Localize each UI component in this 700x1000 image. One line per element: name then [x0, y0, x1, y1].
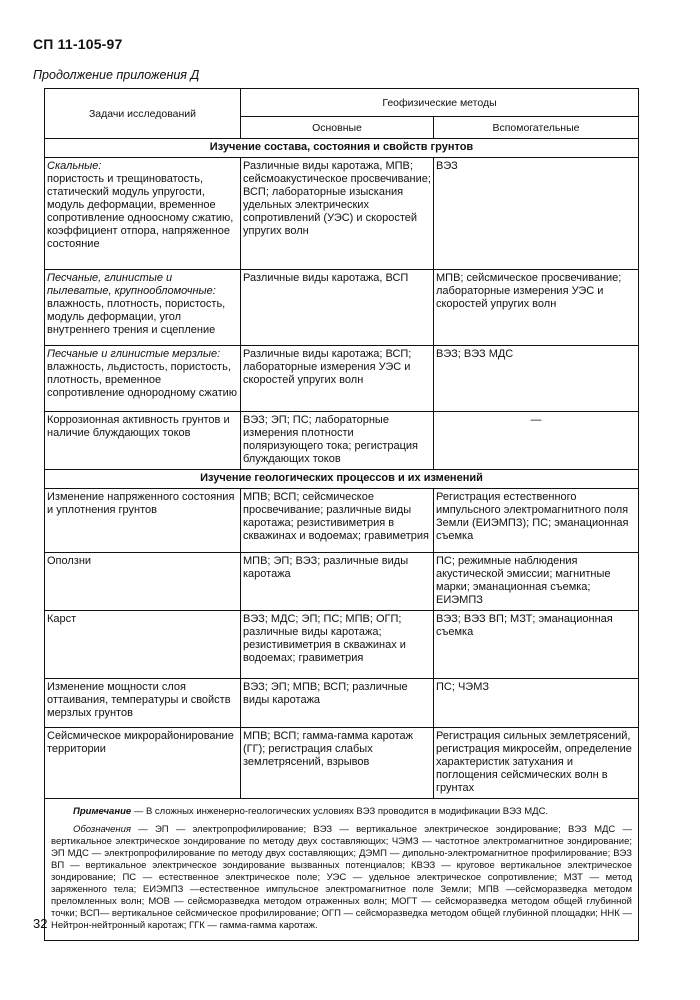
main-methods-cell: Различные виды каротажа; ВСП; лабораторные измерения УЭС и скоростей упругих волн — [241, 346, 434, 412]
appendix-continuation-caption: Продолжение приложения Д — [33, 68, 200, 82]
table-row — [45, 728, 639, 799]
main-methods-cell: Различные виды каротажа, МПВ; сейсмоакустическое просвечивание; ВСП; лабораторные изыскания удельных электрических сопротивлений (УЭС) и скоростей упругих волн — [241, 158, 434, 270]
task-description: Карст — [47, 613, 77, 625]
aux-methods-cell: ПС; режимные наблюдения акустической эмиссии; магнитные марки; эманационная съемка; ЕИЭМПЗ — [434, 553, 639, 611]
aux-methods-cell: Регистрация естественного импульсного электромагнитного поля Земли (ЕИЭМПЗ); ПС; эманационная съемка — [434, 489, 639, 553]
main-methods-cell: МПВ; ВСП; сейсмическое просвечивание; различные виды каротажа; резистивиметрия в скважинах и водоемах; гравиметрия — [241, 489, 434, 553]
aux-methods-cell: — — [434, 412, 639, 470]
header-tasks: Задачи исследований — [45, 89, 241, 139]
task-description: Сейсмическое микрорайонирование территории — [47, 730, 234, 755]
task-cell — [45, 412, 241, 470]
main-methods-cell: МПВ; ЭП; ВЭЗ; различные виды каротажа — [241, 553, 434, 611]
table-row — [45, 489, 639, 553]
task-description: Оползни — [47, 555, 92, 567]
task-cell — [45, 679, 241, 728]
aux-methods-cell: МПВ; сейсмическое просвечивание; лабораторные измерения УЭС и скоростей упругих волн — [434, 270, 639, 346]
abbreviations — [51, 824, 632, 932]
task-description: Коррозионная активность грунтов и наличие блуждающих токов — [47, 414, 230, 439]
note-label: Примечание — [73, 806, 132, 817]
main-methods-cell: Различные виды каротажа, ВСП — [241, 270, 434, 346]
task-description: влажность, льдистость, пористость, плотность, временное сопротивление однородному сжатию — [47, 361, 238, 399]
table-row — [45, 553, 639, 611]
table-row — [45, 158, 639, 270]
table-row — [45, 346, 639, 412]
task-title: Песчаные, глинистые и пылеватые, крупнообломочные: — [47, 272, 216, 297]
aux-methods-cell: ПС; ЧЭМЗ — [434, 679, 639, 728]
aux-methods-cell: ВЭЗ; ВЭЗ МДС — [434, 346, 639, 412]
header-aux-methods: Вспомогательные — [434, 117, 639, 139]
table-row — [45, 679, 639, 728]
task-cell — [45, 728, 241, 799]
section-title: Изучение геологических процессов и их изменений — [45, 470, 639, 489]
page-number: 32 — [33, 916, 48, 931]
table-row — [45, 412, 639, 470]
task-cell — [45, 346, 241, 412]
main-methods-cell: МПВ; ВСП; гамма-гамма каротаж (ГГ); регистрация слабых землетрясений, взрывов — [241, 728, 434, 799]
aux-methods-cell: ВЭЗ; ВЭЗ ВП; МЗТ; эманационная съемка — [434, 611, 639, 679]
task-title: Песчаные и глинистые мерзлые: — [47, 348, 221, 360]
aux-methods-cell: ВЭЗ — [434, 158, 639, 270]
task-description: влажность, плотность, пористость, модуль деформации, угол внутреннего трения и сцепление — [47, 298, 226, 336]
section-title: Изучение состава, состояния и свойств грунтов — [45, 139, 639, 158]
notes-cell — [45, 799, 639, 941]
document-code: СП 11-105-97 — [33, 36, 123, 52]
task-cell — [45, 270, 241, 346]
abbreviations-text: — ЭП — электропрофилирование; ВЭЗ — вертикальное электрическое зондирование; ВЭЗ МДС — вертикальное электрическое зондирование по методу двух составляющих; ЧЭМЗ — частотное электромагнитное зондирование; ЭП МДС — электропрофилирование по методу двух составляющих; ДЭМП — дипольно-электромагнитное профилирование; ВЭЗ ВП — вертикальное электрическое зондирование вызванных потенциалов; КВЭЗ — круговое вертикальное электрическое зондирование; ПС — естественное электрическое поле; УЭС — удельное электрическое сопротивление; МЗТ — метод заряженного тела; ЕИЭМПЗ —естественное импульсное электромагнитное поле Земли; МПВ —сейсморазведка методом преломленных волн; МОВ — сейсморазведка методом отраженных волн; МОГТ — сейсморазведка методом общей глубинной точки; ВСП— вертикальное сейсмическое профилирование; ОГП — сейсморазведка методом общей глубинной площадки; ННК —Нейтрон-нейтронный каротаж; ГГК — гамма-гамма каротаж. — [51, 824, 632, 931]
aux-methods-cell: Регистрация сильных землетрясений, регистрация микросейм, определение характеристик затухания и поглощения сейсмических волн в грунтах — [434, 728, 639, 799]
task-description: пористость и трещиноватость, статический модуль упругости, модуль деформации, временное сопротивление одноосному сжатию, коэффициент отпора, напряженное состояние — [47, 173, 234, 250]
note — [51, 806, 632, 818]
task-cell — [45, 611, 241, 679]
task-title: Скальные: — [47, 160, 102, 172]
abbreviations-label: Обозначения — [73, 824, 131, 835]
task-cell — [45, 158, 241, 270]
header-main-methods: Основные — [241, 117, 434, 139]
task-cell — [45, 489, 241, 553]
geophysical-methods-table — [44, 88, 639, 941]
task-description: Изменение напряженного состояния и уплотнения грунтов — [47, 491, 235, 516]
table-row — [45, 270, 639, 346]
main-methods-cell: ВЭЗ; ЭП; ПС; лабораторные измерения плотности поляризующего тока; регистрация блуждающих токов — [241, 412, 434, 470]
main-methods-cell: ВЭЗ; ЭП; МПВ; ВСП; различные виды каротажа — [241, 679, 434, 728]
main-methods-cell: ВЭЗ; МДС; ЭП; ПС; МПВ; ОГП; различные виды каротажа; резистивиметрия в скважинах и водоемах; гравиметрия — [241, 611, 434, 679]
header-geophysical-methods: Геофизические методы — [241, 89, 639, 117]
table-row — [45, 611, 639, 679]
task-description: Изменение мощности слоя оттаивания, температуры и свойств мерзлых грунтов — [47, 681, 231, 719]
note-text: — В сложных инженерно-геологических условиях ВЭЗ проводится в модификации ВЭЗ МДС. — [131, 806, 549, 817]
task-cell — [45, 553, 241, 611]
